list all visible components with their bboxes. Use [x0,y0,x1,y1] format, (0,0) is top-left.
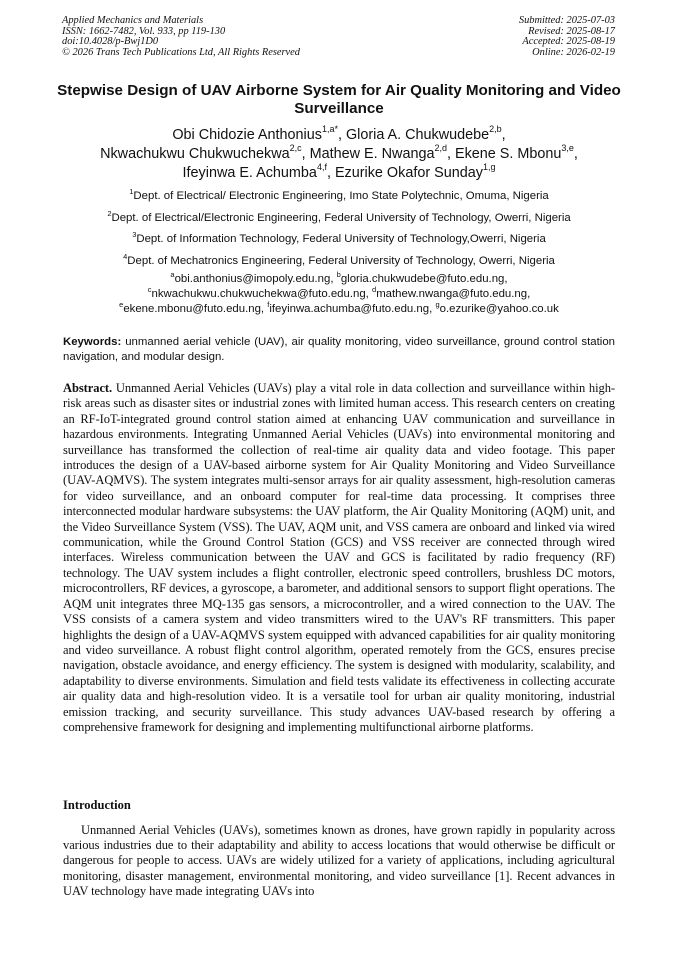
author-name: Obi Chidozie Anthonius [172,127,322,143]
affiliation-item [30,229,648,251]
email-mark: g [435,300,440,310]
affiliation-text: Dept. of Electrical/Electronic Engineering, Federal University of Technology, Owerri, Nigeria [111,211,571,224]
email-mark: e [119,300,124,310]
abstract-section [63,381,615,735]
affiliation-text: Dept. of Electrical/ Electronic Engineering, Imo State Polytechnic, Omuma, Nigeria [133,190,549,202]
author-affiliation-mark: 2,c [289,143,302,153]
author-affiliation-mark: 4,f [316,161,327,172]
author-affiliation-mark: 1,g [482,161,496,172]
email-mark: c [147,285,152,295]
affiliation-mark: 2 [107,208,112,218]
email-list: $^a$obi.anthonius@imopoly.edu.ng, $^b$gloria.chukwudebe@futo.edu.ng, $^c$nkwachukwu.chukwuchekwa@futo.edu.ng, $^d$mathew.nwanga@futo.edu.ng, $^e$ekene.mbonu@futo.edu.ng, $^f$ifeyinwa.achumba@futo.edu.ng, $^g$o.ezurike@yahoo.co.uk [119,270,559,316]
paper-title: Stepwise Design of UAV Airborne System for Air Quality Monitoring and Video Surveillance [57,82,621,117]
affiliation-item [30,208,648,230]
email-link[interactable]: o.ezurike@yahoo.co.uk [439,303,559,316]
author-name: Ifeyinwa E. Achumba [182,164,317,181]
author-affiliation-mark: 3,e [561,143,574,153]
email-link[interactable]: ekene.mbonu@futo.edu.ng [123,303,261,316]
keywords-label: Keywords: [63,336,122,348]
email-link[interactable]: gloria.chukwudebe@futo.edu.ng [340,273,505,285]
affiliation-item [30,186,648,208]
online-date: Online: 2026-02-19 [532,46,615,58]
submission-dates [519,16,615,58]
email-link[interactable]: nkwachukwu.chukwuchekwa@futo.edu.ng [151,288,366,301]
email-link[interactable]: ifeyinwa.achumba@futo.edu.ng [269,303,430,316]
author-name: Ezurike Okafor Sunday [334,164,483,181]
email-mark: f [267,300,270,310]
email-mark: a [170,270,175,280]
author-name: Gloria A. Chukwudebe [345,127,490,143]
affiliation-item [30,251,648,273]
introduction-heading: Introduction [63,798,131,812]
abstract-label: Abstract. [63,381,113,395]
author-name: Mathew E. Nwanga [309,145,435,162]
author-affiliation-mark: 2,d [434,143,447,153]
issn-line: ISSN: 1662-7482, Vol. 933, pp 119-130 [62,25,226,37]
submitted-date: Submitted: 2025-07-03 [518,15,615,26]
accepted-date: Accepted: 2025-08-19 [522,36,615,48]
author-affiliation-mark: 2,b [489,124,502,135]
journal-info [62,16,300,58]
affiliation-mark: 1 [129,187,134,197]
affiliation-list [30,186,648,272]
author-name: Ekene S. Mbonu [454,145,562,162]
email-link[interactable]: obi.anthonius@imopoly.edu.ng [174,273,331,285]
email-link[interactable]: mathew.nwanga@futo.edu.ng [376,288,528,301]
affiliation-mark: 4 [123,251,128,261]
author-name: Nkwachukwu Chukwuchekwa [100,145,290,162]
doi-line: doi:10.4028/p-Bwj1D0 [62,36,159,48]
introduction-text: Unmanned Aerial Vehicles (UAVs), sometimes known as drones, have grown rapidly in popularity across various industries due to their adaptability and ability to access locations that would otherwise be difficult or dangerous for people to access. UAVs are widely utilized for a variety of applications, including agricultural monitoring, disaster management, environmental monitoring, and video surveillance [1]. Recent advances in UAV technology have made integrating UAVs into [63,823,615,898]
abstract-text: Unmanned Aerial Vehicles (UAVs) play a vital role in data collection and surveillance within high-risk areas such as disaster sites or industrial zones with limited human access. This research centers on creating an RF-IoT-integrated ground control station aimed at enhancing UAV communication and surveillance in hazardous environments. Integrating Unmanned Aerial Vehicles (UAVs) into environmental monitoring and surveillance has transformed the collection of real-time air quality data and video footage. This paper introduces the design of a UAV-based airborne system for Air Quality Monitoring and Video Surveillance (UAV-AQMVS). The system integrates multi-sensor arrays for air quality assessment, high-resolution cameras for video surveillance, and an onboard computer for real-time data processing. It comprises three interconnected modular hardware subsystems: the UAV platform, the Air Quality Monitoring (AQM) unit, and the Video Surveillance System (VSS). The UAV, AQM unit, and VSS camera are onboard and linked via wired communication, while the Ground Control Station (GCS) and VSS receiver are connected through wired interfaces. Wireless communication between the UAV and GCS is facilitated by radio frequency (RF) technology. The UAV system includes a flight controller, electronic speed controllers, brushless DC motors, microcontrollers, RF devices, a gyroscope, a barometer, and additional sensors to support flight operations. The AQM unit integrates three MQ-135 gas sensors, a microcontroller, and a wired connection to the UAV. The VSS consists of a camera system and video transmitters wired to the UAV's RF transmitters. This paper highlights the design of a UAV-AQMVS system equipped with advanced capabilities for air quality monitoring and video surveillance. A robust flight control algorithm, operated remotely from the GCS, ensures precise navigation, obstacle avoidance, and energy efficiency. The system is designed with modularity, scalability, and adaptability to diverse environments. Simulation and field tests validate its effectiveness in collecting accurate air quality data and high-resolution video. It is a versatile tool for urban air quality monitoring, industrial emission tracking, and security surveillance. This study advances UAV-based research by offering a comprehensive framework for designing and implementing multifunctional airborne platforms. [63,381,615,734]
email-mark: b [336,270,341,280]
affiliation-mark: 3 [132,230,137,240]
author-list: Obi Chidozie Anthonius$^{1,a*}$, Gloria A. Chukwudebe$^{2,b}$, Nkwachukwu Chukwuchekwa$^{2,c}$, Mathew E. Nwanga$^{2,d}$, Ekene S. Mbonu$^{3,e}$, Ifeyinwa E. Achumba$^{4,f}$, Ezurike Okafor Sunday$^{1,g}$ [100,124,578,181]
copyright-line: © 2026 Trans Tech Publications Ltd, All Rights Reserved [62,46,300,58]
keywords-section [63,335,615,364]
affiliation-text: Dept. of Information Technology, Federal University of Technology,Owerri, Nigeria [136,233,546,245]
affiliation-text: Dept. of Mechatronics Engineering, Federal University of Technology, Owerri, Nigeria [127,254,555,267]
email-mark: d [372,285,377,295]
keywords-text: unmanned aerial vehicle (UAV), air quality monitoring, video surveillance, ground control station navigation, and modular design. [63,336,615,363]
revised-date: Revised: 2025-08-17 [528,25,615,37]
author-affiliation-mark: 1,a* [321,124,338,135]
journal-name: Applied Mechanics and Materials [62,15,204,26]
